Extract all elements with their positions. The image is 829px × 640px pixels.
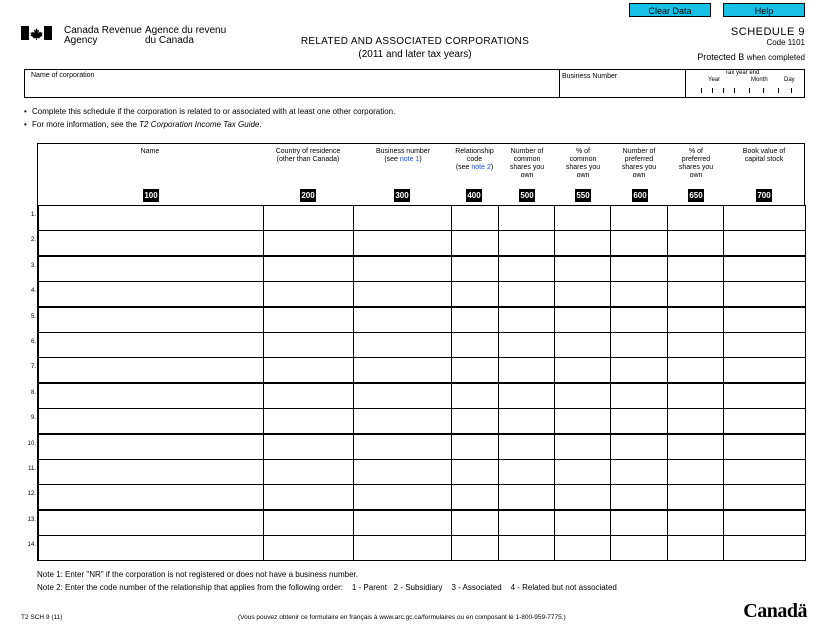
row-4-common-shares-field[interactable]: [498, 281, 556, 307]
row-10-business-number-field[interactable]: [353, 434, 453, 460]
col-header-pct-preferred: % of preferred shares you own: [678, 148, 714, 179]
row-14-book-value-field[interactable]: [723, 535, 806, 561]
row-8-common-shares-field[interactable]: [498, 383, 556, 409]
row-3-pct-preferred-field[interactable]: [667, 256, 725, 282]
row-6-common-shares-field[interactable]: [498, 332, 556, 358]
row-8-pct-common-field[interactable]: [554, 383, 612, 409]
row-5-name-field[interactable]: [38, 307, 265, 333]
row-8-name-field[interactable]: [38, 383, 265, 409]
row-4-country-field[interactable]: [263, 281, 355, 307]
row-8-pct-preferred-field[interactable]: [667, 383, 725, 409]
row-8-book-value-field[interactable]: [723, 383, 806, 409]
row-3-preferred-shares-field[interactable]: [610, 256, 669, 282]
row-7-pct-preferred-field[interactable]: [667, 357, 725, 383]
row-1-relationship-code-field[interactable]: [451, 205, 500, 231]
row-14-relationship-code-field[interactable]: [451, 535, 500, 561]
row-7-country-field[interactable]: [263, 357, 355, 383]
row-number: 13.: [27, 517, 36, 523]
row-5-pct-common-field[interactable]: [554, 307, 612, 333]
help-button[interactable]: Help: [723, 3, 805, 17]
row-6-pct-common-field[interactable]: [554, 332, 612, 358]
month-label: Month: [751, 77, 768, 83]
related-corporations-table: [37, 143, 805, 561]
line-code-500: 500: [520, 191, 534, 200]
row-12-business-number-field[interactable]: [353, 484, 453, 510]
row-12-common-shares-field[interactable]: [498, 484, 556, 510]
row-1-common-shares-field[interactable]: [498, 205, 556, 231]
instruction-bullet-1: • Complete this schedule if the corporation is related to or associated with at least one other corporation.: [24, 107, 396, 116]
corporation-info-box: [24, 69, 805, 98]
row-13-pct-common-field[interactable]: [554, 510, 612, 536]
row-3-relationship-code-field[interactable]: [451, 256, 500, 282]
note-1: Note 1: Enter "NR" if the corporation is not registered or does not have a business number.: [37, 570, 358, 579]
agency-name-en: Canada Revenue Agency: [64, 25, 142, 46]
row-1-pct-common-field[interactable]: [554, 205, 612, 231]
row-14-name-field[interactable]: [38, 535, 265, 561]
col-header-business-number: Business number (see note 1): [375, 148, 431, 163]
row-2-pct-preferred-field[interactable]: [667, 230, 725, 256]
row-13-name-field[interactable]: [38, 510, 265, 536]
row-7-common-shares-field[interactable]: [498, 357, 556, 383]
row-number: 14.: [27, 542, 36, 548]
row-10-preferred-shares-field[interactable]: [610, 434, 669, 460]
row-13-book-value-field[interactable]: [723, 510, 806, 536]
row-2-pct-common-field[interactable]: [554, 230, 612, 256]
col-header-name: Name: [140, 148, 160, 155]
row-11-pct-preferred-field[interactable]: [667, 459, 725, 485]
row-14-pct-preferred-field[interactable]: [667, 535, 725, 561]
form-identifier: T2 SCH 9 (11): [21, 614, 63, 621]
row-7-pct-common-field[interactable]: [554, 357, 612, 383]
row-4-preferred-shares-field[interactable]: [610, 281, 669, 307]
row-13-common-shares-field[interactable]: [498, 510, 556, 536]
row-7-business-number-field[interactable]: [353, 357, 453, 383]
row-4-relationship-code-field[interactable]: [451, 281, 500, 307]
row-10-pct-preferred-field[interactable]: [667, 434, 725, 460]
row-9-preferred-shares-field[interactable]: [610, 408, 669, 434]
row-10-name-field[interactable]: [38, 434, 265, 460]
row-11-common-shares-field[interactable]: [498, 459, 556, 485]
row-5-business-number-field[interactable]: [353, 307, 453, 333]
row-3-country-field[interactable]: [263, 256, 355, 282]
line-code-650: 650: [689, 191, 703, 200]
row-4-business-number-field[interactable]: [353, 281, 453, 307]
row-2-book-value-field[interactable]: [723, 230, 806, 256]
row-number: 2.: [30, 237, 36, 243]
row-3-business-number-field[interactable]: [353, 256, 453, 282]
row-12-pct-common-field[interactable]: [554, 484, 612, 510]
row-number: 5.: [30, 314, 36, 320]
row-9-country-field[interactable]: [263, 408, 355, 434]
row-1-book-value-field[interactable]: [723, 205, 806, 231]
row-2-country-field[interactable]: [263, 230, 355, 256]
note-2-link[interactable]: note 2: [471, 164, 491, 171]
row-8-business-number-field[interactable]: [353, 383, 453, 409]
row-7-book-value-field[interactable]: [723, 357, 806, 383]
row-12-book-value-field[interactable]: [723, 484, 806, 510]
line-code-600: 600: [633, 191, 647, 200]
row-13-country-field[interactable]: [263, 510, 355, 536]
row-5-pct-preferred-field[interactable]: [667, 307, 725, 333]
row-5-country-field[interactable]: [263, 307, 355, 333]
row-11-country-field[interactable]: [263, 459, 355, 485]
row-12-preferred-shares-field[interactable]: [610, 484, 669, 510]
tax-year-end-label: Tax year end: [725, 70, 760, 76]
row-6-relationship-code-field[interactable]: [451, 332, 500, 358]
row-6-preferred-shares-field[interactable]: [610, 332, 669, 358]
line-code-300: 300: [395, 191, 409, 200]
row-1-pct-preferred-field[interactable]: [667, 205, 725, 231]
row-number: 6.: [30, 339, 36, 345]
row-7-relationship-code-field[interactable]: [451, 357, 500, 383]
row-9-business-number-field[interactable]: [353, 408, 453, 434]
row-3-pct-common-field[interactable]: [554, 256, 612, 282]
row-4-book-value-field[interactable]: [723, 281, 806, 307]
line-code-700: 700: [757, 191, 771, 200]
row-4-pct-common-field[interactable]: [554, 281, 612, 307]
corp-name-label: Name of corporation: [31, 72, 95, 79]
row-14-country-field[interactable]: [263, 535, 355, 561]
row-6-name-field[interactable]: [38, 332, 265, 358]
row-2-preferred-shares-field[interactable]: [610, 230, 669, 256]
french-availability-note: (Vous pouvez obtenir ce formulaire en français à www.arc.gc.ca/formulaires ou en composant le 1-800-959-7775.): [238, 614, 566, 621]
row-10-country-field[interactable]: [263, 434, 355, 460]
row-10-relationship-code-field[interactable]: [451, 434, 500, 460]
row-9-pct-preferred-field[interactable]: [667, 408, 725, 434]
row-6-country-field[interactable]: [263, 332, 355, 358]
note-2: Note 2: Enter the code number of the relationship that applies from the following order: 1 - Parent 2 - Subsidiary 3 - Associated 4 - Related but not associated: [37, 583, 617, 592]
line-code-200: 200: [301, 191, 315, 200]
row-number: 9.: [30, 415, 36, 421]
row-14-pct-common-field[interactable]: [554, 535, 612, 561]
row-12-relationship-code-field[interactable]: [451, 484, 500, 510]
row-number: 11.: [28, 466, 36, 472]
row-3-common-shares-field[interactable]: [498, 256, 556, 282]
row-number: 10.: [27, 441, 36, 447]
row-11-name-field[interactable]: [38, 459, 265, 485]
tax-year-end-field[interactable]: [693, 84, 801, 96]
col-header-pct-common: % of common shares you own: [565, 148, 601, 179]
row-number: 12.: [27, 491, 36, 497]
row-number: 7.: [30, 364, 36, 370]
col-header-book-value: Book value of capital stock: [742, 148, 786, 163]
row-8-country-field[interactable]: [263, 383, 355, 409]
row-1-name-field[interactable]: [38, 205, 265, 231]
row-number: 4.: [30, 288, 36, 294]
col-header-relationship: Relationship code (see note 2): [455, 148, 494, 171]
row-6-book-value-field[interactable]: [723, 332, 806, 358]
year-label: Year: [708, 77, 721, 83]
row-9-common-shares-field[interactable]: [498, 408, 556, 434]
row-9-relationship-code-field[interactable]: [451, 408, 500, 434]
row-1-preferred-shares-field[interactable]: [610, 205, 669, 231]
row-7-name-field[interactable]: [38, 357, 265, 383]
row-2-name-field[interactable]: [38, 230, 265, 256]
row-9-name-field[interactable]: [38, 408, 265, 434]
business-number-label: Business Number: [562, 73, 618, 80]
form-code: Code 1101: [766, 38, 805, 47]
row-number: 3.: [30, 263, 36, 269]
row-8-relationship-code-field[interactable]: [451, 383, 500, 409]
row-13-relationship-code-field[interactable]: [451, 510, 500, 536]
row-1-business-number-field[interactable]: [353, 205, 453, 231]
day-label: Day: [784, 77, 795, 83]
row-14-common-shares-field[interactable]: [498, 535, 556, 561]
row-5-book-value-field[interactable]: [723, 307, 806, 333]
row-2-business-number-field[interactable]: [353, 230, 453, 256]
row-13-pct-preferred-field[interactable]: [667, 510, 725, 536]
note-1-link[interactable]: note 1: [399, 156, 420, 163]
business-number-field[interactable]: [562, 82, 682, 96]
line-code-100: 100: [144, 191, 158, 200]
row-13-business-number-field[interactable]: [353, 510, 453, 536]
row-7-preferred-shares-field[interactable]: [610, 357, 669, 383]
row-6-pct-preferred-field[interactable]: [667, 332, 725, 358]
canada-wordmark: Canadä: [743, 600, 807, 622]
schedule-label: SCHEDULE 9: [730, 26, 805, 38]
row-4-name-field[interactable]: [38, 281, 265, 307]
row-12-country-field[interactable]: [263, 484, 355, 510]
corp-name-field[interactable]: [29, 81, 557, 95]
row-9-pct-common-field[interactable]: [554, 408, 612, 434]
row-number: 8.: [30, 390, 36, 396]
line-code-400: 400: [467, 191, 481, 200]
row-5-preferred-shares-field[interactable]: [610, 307, 669, 333]
canada-flag-icon: [21, 26, 52, 40]
row-11-book-value-field[interactable]: [723, 459, 806, 485]
row-3-book-value-field[interactable]: [723, 256, 806, 282]
row-number: 1.: [30, 212, 36, 218]
row-5-common-shares-field[interactable]: [498, 307, 556, 333]
row-11-pct-common-field[interactable]: [554, 459, 612, 485]
row-10-book-value-field[interactable]: [723, 434, 806, 460]
form-title: RELATED AND ASSOCIATED CORPORATIONS: [300, 36, 530, 47]
col-header-preferred-shares: Number of preferred shares you own: [621, 148, 657, 179]
row-3-name-field[interactable]: [38, 256, 265, 282]
row-8-preferred-shares-field[interactable]: [610, 383, 669, 409]
protected-label: Protected B when completed: [697, 52, 805, 62]
row-10-pct-common-field[interactable]: [554, 434, 612, 460]
row-14-preferred-shares-field[interactable]: [610, 535, 669, 561]
row-14-business-number-field[interactable]: [353, 535, 453, 561]
form-subtitle: (2011 and later tax years): [358, 49, 472, 60]
col-header-country: Country of residence (other than Canada): [275, 148, 341, 163]
line-code-550: 550: [576, 191, 590, 200]
row-6-business-number-field[interactable]: [353, 332, 453, 358]
row-11-relationship-code-field[interactable]: [451, 459, 500, 485]
row-2-common-shares-field[interactable]: [498, 230, 556, 256]
row-11-business-number-field[interactable]: [353, 459, 453, 485]
row-13-preferred-shares-field[interactable]: [610, 510, 669, 536]
row-1-country-field[interactable]: [263, 205, 355, 231]
row-4-pct-preferred-field[interactable]: [667, 281, 725, 307]
agency-name-fr: Agence du revenu du Canada: [145, 25, 227, 46]
row-10-common-shares-field[interactable]: [498, 434, 556, 460]
row-12-pct-preferred-field[interactable]: [667, 484, 725, 510]
col-header-common-shares: Number of common shares you own: [509, 148, 545, 179]
row-9-book-value-field[interactable]: [723, 408, 806, 434]
row-5-relationship-code-field[interactable]: [451, 307, 500, 333]
row-12-name-field[interactable]: [38, 484, 265, 510]
instruction-bullet-2: • For more information, see the T2 Corporation Income Tax Guide.: [24, 120, 262, 129]
clear-data-button[interactable]: Clear Data: [629, 3, 711, 17]
row-2-relationship-code-field[interactable]: [451, 230, 500, 256]
row-11-preferred-shares-field[interactable]: [610, 459, 669, 485]
